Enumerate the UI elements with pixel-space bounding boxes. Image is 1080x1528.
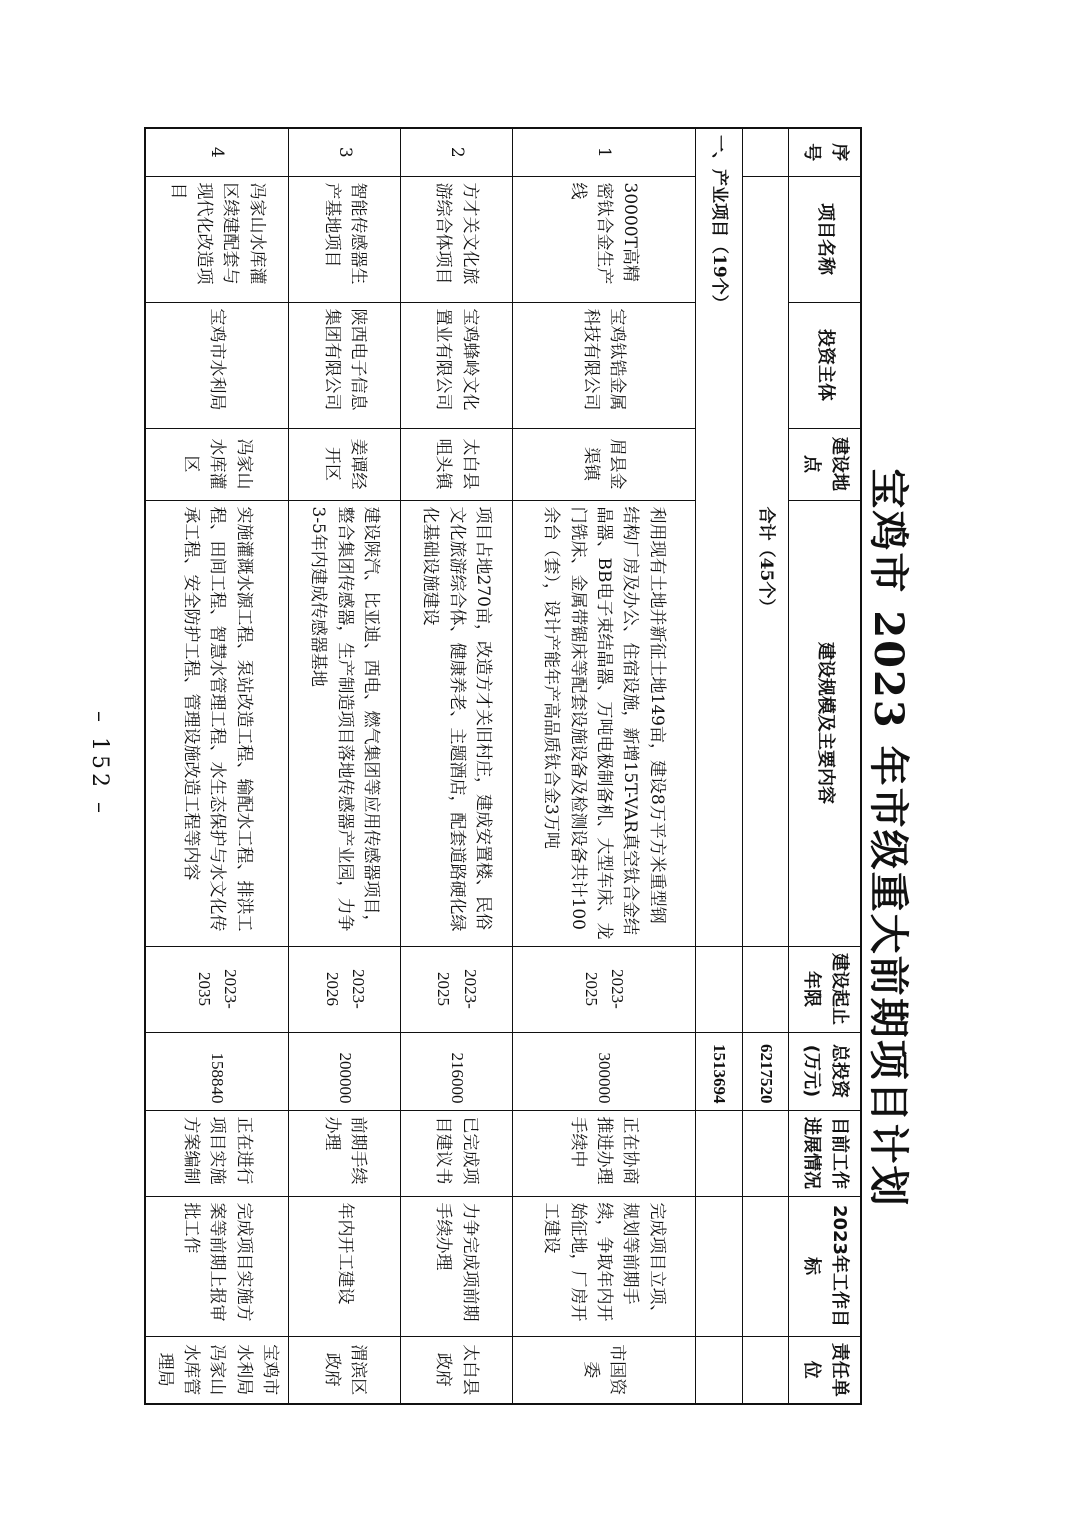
row-investment: 216000 xyxy=(401,1032,513,1110)
row-progress: 正在进行项目实施方案编制 xyxy=(145,1110,289,1196)
row-investment: 300000 xyxy=(512,1032,695,1110)
row-goal: 完成项目立项、规划等前期手续，争取年内开始征地，厂房开工建设 xyxy=(512,1196,695,1336)
row-content: 利用现有土地并新征土地149亩，建设8万平方米重型钢结构厂房及办公、住宿设施，新增15T-VAR真空钛合金结晶器、BB电子束结晶器、万吨电极制备机、大型车床、龙门铣床、金属带锯床等配套设施设备及检测设备共计100余台（套），设计产能年产高品质钛合金3万吨 xyxy=(512,500,695,946)
header-name: 项目名称 xyxy=(789,176,861,302)
total-period-cell xyxy=(742,946,789,1032)
row-goal: 年内开工建设 xyxy=(289,1196,401,1336)
row-content: 实施灌溉水源工程、泵站改造工程、输配水工程、排洪工程、田间工程、智慧水管理工程、水生态保护与水文化传承工程、安全防护工程、管理设施改造工程等内容 xyxy=(145,500,289,946)
row-unit: 渭滨区政府 xyxy=(289,1336,401,1404)
header-goal: 2023年工作目标 xyxy=(789,1196,861,1336)
row-goal: 力争完成项前期手续办理 xyxy=(401,1196,513,1336)
section-row xyxy=(695,128,742,1404)
row-progress: 已完成项目建议书 xyxy=(401,1110,513,1196)
row-name: 智能传感器生产基地项目 xyxy=(289,176,401,302)
row-unit: 太白县政府 xyxy=(401,1336,513,1404)
header-content: 建设规模及主要内容 xyxy=(789,500,861,946)
section-label: 一、产业项目（19个） xyxy=(695,128,742,946)
row-content: 项目占地270亩，改造方才关旧村庄，建成安置楼、民俗文化旅游综合体、健康养老、主题酒店，配套道路硬化绿化基础设施建设 xyxy=(401,500,513,946)
total-investment: 6217520 xyxy=(742,1032,789,1110)
header-period: 建设起止年限 xyxy=(789,946,861,1032)
header-investor: 投资主体 xyxy=(789,302,861,428)
row-seq: 1 xyxy=(512,128,695,176)
row-period: 2023-2035 xyxy=(145,946,289,1032)
total-label: 合计（45个） xyxy=(742,176,789,946)
header-unit: 责任单位 xyxy=(789,1336,861,1404)
row-location: 冯家山水库灌区 xyxy=(145,428,289,500)
row-location: 姜谭经开区 xyxy=(289,428,401,500)
row-progress: 正在协商推进办理手续中 xyxy=(512,1110,695,1196)
total-progress-cell xyxy=(742,1110,789,1196)
row-investment: 200000 xyxy=(289,1032,401,1110)
row-investor: 陕西电子信息集团有限公司 xyxy=(289,302,401,428)
row-investor: 宝鸡钛锆金属科技有限公司 xyxy=(512,302,695,428)
row-unit: 宝鸡市水利局冯家山水库管理局 xyxy=(145,1336,289,1404)
row-goal: 完成项目实施方案等前期上报审批工作 xyxy=(145,1196,289,1336)
header-row xyxy=(789,128,861,1404)
total-goal-cell xyxy=(742,1196,789,1336)
table-row xyxy=(145,128,289,1404)
total-unit-cell xyxy=(742,1336,789,1404)
row-location: 眉县金渠镇 xyxy=(512,428,695,500)
row-seq: 2 xyxy=(401,128,513,176)
row-location: 太白县咀头镇 xyxy=(401,428,513,500)
table-row xyxy=(512,128,695,1404)
row-seq: 3 xyxy=(289,128,401,176)
header-seq: 序号 xyxy=(789,128,861,176)
row-name: 30000T高精密钛合金生产线 xyxy=(512,176,695,302)
header-progress: 目前工作进展情况 xyxy=(789,1110,861,1196)
section-investment: 1513694 xyxy=(695,1032,742,1110)
row-investment: 158840 xyxy=(145,1032,289,1110)
page-number: – 152 – xyxy=(87,711,112,817)
section-progress-cell xyxy=(695,1110,742,1196)
row-investor: 宝鸡蜂岭文化置业有限公司 xyxy=(401,302,513,428)
page-title: 宝鸡市 2023 年市级重大前期项目计划 xyxy=(865,468,912,1208)
row-period: 2023-2025 xyxy=(512,946,695,1032)
header-location: 建设地点 xyxy=(789,428,861,500)
section-goal-cell xyxy=(695,1196,742,1336)
row-period: 2023-2026 xyxy=(289,946,401,1032)
header-investment: 总投资(万元) xyxy=(789,1032,861,1110)
section-unit-cell xyxy=(695,1336,742,1404)
project-plan-table xyxy=(144,127,862,1405)
row-period: 2023-2025 xyxy=(401,946,513,1032)
row-content: 建设陕汽、比亚迪、西电、燃气集团等应用传感器项目，整合集团传感器，生产制造项目落地传感器产业园，力争3-5年内建成传感器基地 xyxy=(289,500,401,946)
table-row xyxy=(401,128,513,1404)
table-row xyxy=(289,128,401,1404)
section-period-cell xyxy=(695,946,742,1032)
row-name: 方才关文化旅游综合体项目 xyxy=(401,176,513,302)
row-unit: 市国资委 xyxy=(512,1336,695,1404)
total-seq-cell xyxy=(742,128,789,176)
total-row xyxy=(742,128,789,1404)
row-seq: 4 xyxy=(145,128,289,176)
row-investor: 宝鸡市水利局 xyxy=(145,302,289,428)
row-progress: 前期手续办理 xyxy=(289,1110,401,1196)
row-name: 冯家山水库灌区续建配套与现代化改造项目 xyxy=(145,176,289,302)
